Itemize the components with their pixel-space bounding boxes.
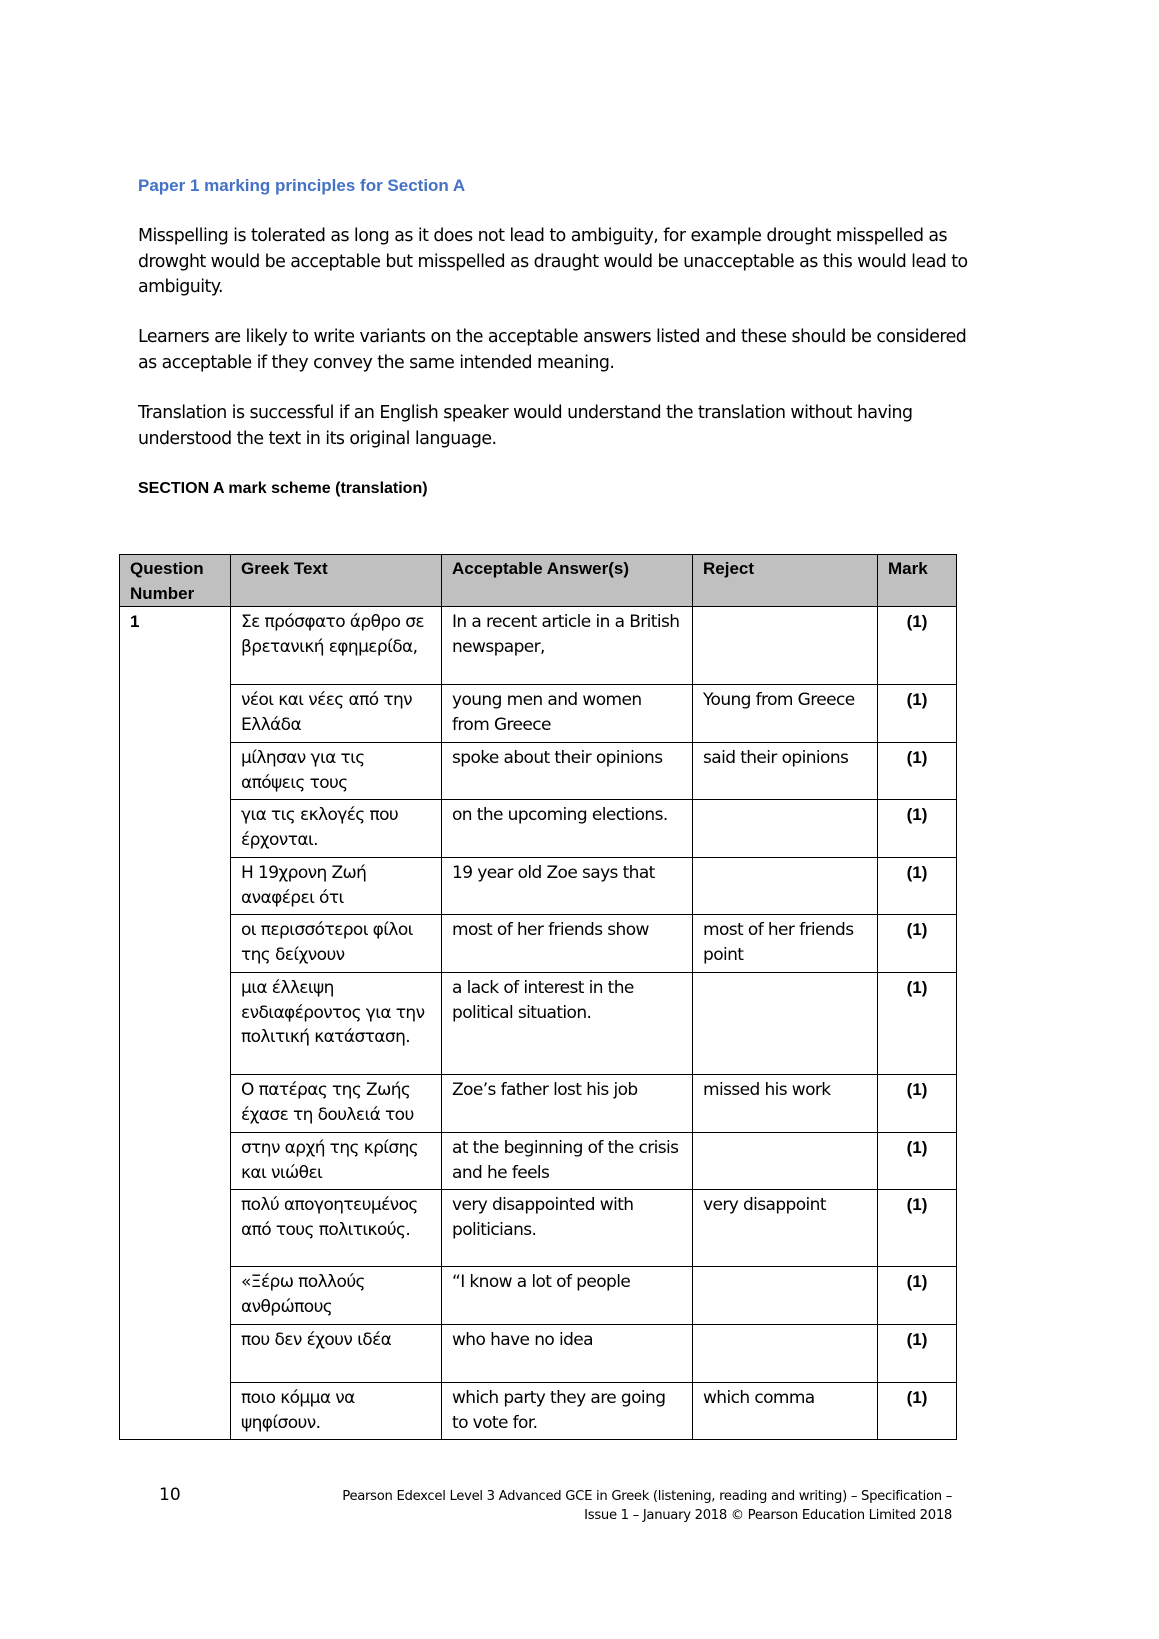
header-acceptable: Acceptable Answer(s) xyxy=(442,555,693,607)
acceptable-cell: In a recent article in a British newspaper, xyxy=(442,607,693,685)
reject-cell xyxy=(693,1325,878,1383)
acceptable-cell: most of her friends show xyxy=(442,915,693,973)
reject-cell xyxy=(693,858,878,915)
greek-cell: μια έλλειψη ενδιαφέροντος για την πολιτική κατάσταση. xyxy=(231,973,442,1075)
greek-cell: Σε πρόσφατο άρθρο σε βρετανική εφημερίδα, xyxy=(231,607,442,685)
paragraph-variants: Learners are likely to write variants on the acceptable answers listed and these should be considered as acceptable if they convey the same intended meaning. xyxy=(138,327,967,373)
table-row xyxy=(120,973,957,1075)
acceptable-cell: spoke about their opinions xyxy=(442,743,693,800)
greek-cell: Η 19χρονη Ζωή αναφέρει ότι xyxy=(231,858,442,915)
header-question-number: Question Number xyxy=(120,555,231,607)
acceptable-cell: which party they are going to vote for. xyxy=(442,1383,693,1440)
reject-cell: most of her friends point xyxy=(693,915,878,973)
table-heading: SECTION A mark scheme (translation) xyxy=(138,480,428,497)
mark-cell: (1) xyxy=(878,973,957,1075)
greek-cell: Ο πατέρας της Ζωής έχασε τη δουλειά του xyxy=(231,1075,442,1133)
mark-cell: (1) xyxy=(878,1075,957,1133)
table-row xyxy=(120,1383,957,1440)
footer-line-1: Pearson Edexcel Level 3 Advanced GCE in Greek (listening, reading and writing) – Specification – xyxy=(342,1489,952,1504)
acceptable-cell: who have no idea xyxy=(442,1325,693,1383)
table-row xyxy=(120,1267,957,1325)
reject-cell xyxy=(693,800,878,858)
acceptable-cell: 19 year old Zoe says that xyxy=(442,858,693,915)
reject-cell: very disappoint xyxy=(693,1190,878,1267)
reject-cell: said their opinions xyxy=(693,743,878,800)
mark-cell: (1) xyxy=(878,915,957,973)
reject-cell xyxy=(693,607,878,685)
mark-cell: (1) xyxy=(878,607,957,685)
reject-cell xyxy=(693,1267,878,1325)
acceptable-cell: a lack of interest in the political situation. xyxy=(442,973,693,1075)
table-row xyxy=(120,1075,957,1133)
header-reject: Reject xyxy=(693,555,878,607)
footer-citation xyxy=(342,1487,952,1525)
greek-cell: ποιο κόμμα να ψηφίσουν. xyxy=(231,1383,442,1440)
mark-cell: (1) xyxy=(878,743,957,800)
table-row xyxy=(120,607,957,685)
table-row xyxy=(120,915,957,973)
mark-cell: (1) xyxy=(878,685,957,743)
page-number: 10 xyxy=(159,1485,181,1505)
reject-cell: missed his work xyxy=(693,1075,878,1133)
section-heading: Paper 1 marking principles for Section A xyxy=(138,176,466,195)
paragraph-misspelling: Misspelling is tolerated as long as it does not lead to ambiguity, for example drought misspelled as drowght would be acceptable but misspelled as draught would be unacceptable as this would lead to ambiguity. xyxy=(138,226,968,297)
reject-cell: Young from Greece xyxy=(693,685,878,743)
greek-cell: για τις εκλογές που έρχονται. xyxy=(231,800,442,858)
greek-cell: μίλησαν για τις απόψεις τους xyxy=(231,743,442,800)
table-row xyxy=(120,1133,957,1190)
header-greek-text: Greek Text xyxy=(231,555,442,607)
table-row xyxy=(120,743,957,800)
mark-cell: (1) xyxy=(878,1267,957,1325)
paragraph-translation: Translation is successful if an English speaker would understand the translation without having understood the text in its original language. xyxy=(138,403,913,449)
acceptable-cell: very disappointed with politicians. xyxy=(442,1190,693,1267)
greek-cell: πολύ απογοητευμένος από τους πολιτικούς. xyxy=(231,1190,442,1267)
table-header-row xyxy=(120,555,957,607)
table-row xyxy=(120,1325,957,1383)
acceptable-cell: at the beginning of the crisis and he feels xyxy=(442,1133,693,1190)
mark-cell: (1) xyxy=(878,1325,957,1383)
acceptable-cell: on the upcoming elections. xyxy=(442,800,693,858)
reject-cell xyxy=(693,973,878,1075)
footer-line-2: Issue 1 – January 2018 © Pearson Education Limited 2018 xyxy=(584,1508,952,1523)
question-number: 1 xyxy=(120,607,231,1440)
greek-cell: «Ξέρω πολλούς ανθρώπους xyxy=(231,1267,442,1325)
mark-cell: (1) xyxy=(878,1133,957,1190)
mark-cell: (1) xyxy=(878,1383,957,1440)
header-mark: Mark xyxy=(878,555,957,607)
acceptable-cell: “I know a lot of people xyxy=(442,1267,693,1325)
table-row xyxy=(120,800,957,858)
mark-cell: (1) xyxy=(878,858,957,915)
acceptable-cell: young men and women from Greece xyxy=(442,685,693,743)
table-row xyxy=(120,685,957,743)
greek-cell: οι περισσότεροι φίλοι της δείχνουν xyxy=(231,915,442,973)
greek-cell: στην αρχή της κρίσης και νιώθει xyxy=(231,1133,442,1190)
greek-cell: νέοι και νέες από την Ελλάδα xyxy=(231,685,442,743)
greek-cell: που δεν έχουν ιδέα xyxy=(231,1325,442,1383)
mark-scheme-table xyxy=(119,554,957,1440)
table-row xyxy=(120,1190,957,1267)
mark-cell: (1) xyxy=(878,800,957,858)
reject-cell xyxy=(693,1133,878,1190)
reject-cell: which comma xyxy=(693,1383,878,1440)
mark-cell: (1) xyxy=(878,1190,957,1267)
acceptable-cell: Zoe’s father lost his job xyxy=(442,1075,693,1133)
table-row xyxy=(120,858,957,915)
